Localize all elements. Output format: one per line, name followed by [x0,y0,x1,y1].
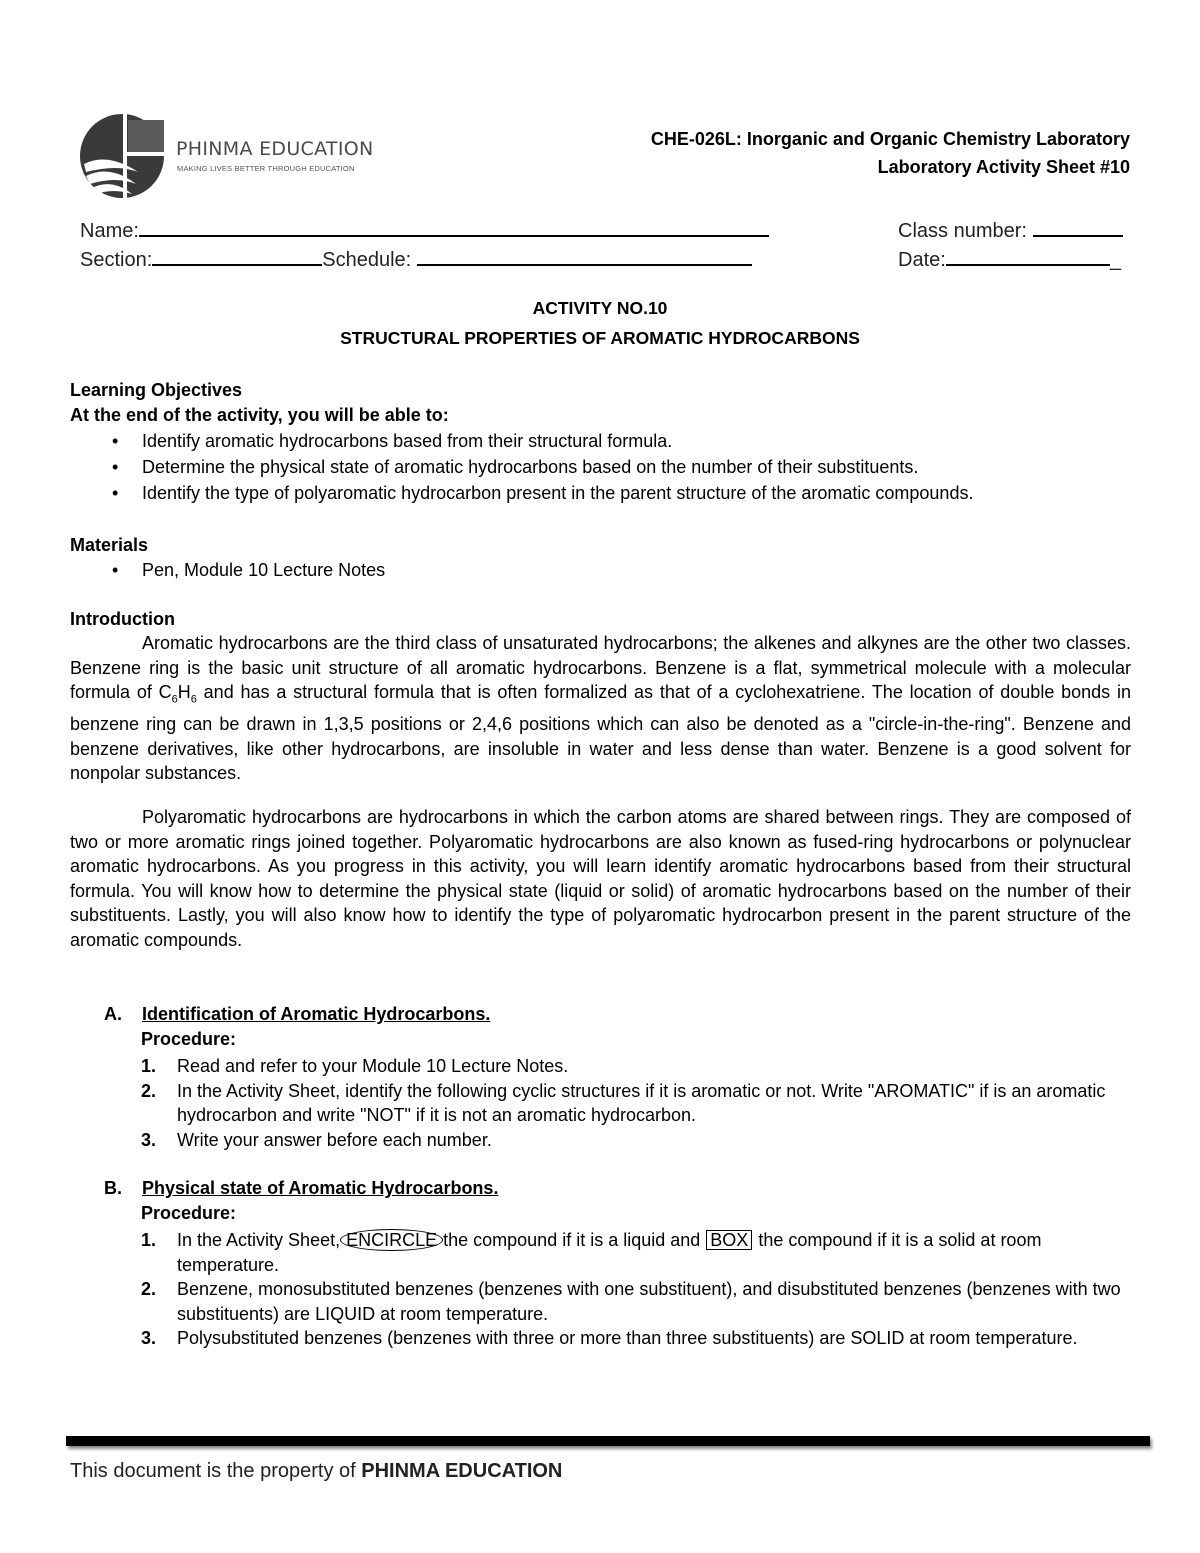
step-number: 3. [141,1129,157,1150]
objective-item: • Identify aromatic hydrocarbons based from their structural formula. [110,428,973,454]
phinma-logo [78,112,378,202]
section-a-procedure-label: Procedure: [141,1029,237,1049]
intro-p1-part-a: Aromatic hydrocarbons are the third class of unsaturated hydrocarbons; the alkenes and alkynes are the other two classes. Benzene ring is the basic unit structure of all aromatic hydrocarbons. Benzene is a flat, symmetrical molecule with a molecular formula of C [70,633,1131,702]
step-number: 2. [141,1279,157,1299]
section-b-letter: B. [104,1178,122,1198]
step-text: the compound if it is a solid at room temperature. [177,1230,1042,1275]
objective-item: • Determine the physical state of aromatic hydrocarbons based on the number of their substituents. [110,454,973,480]
procedure-step [141,1054,1131,1079]
section-b-procedure-label: Procedure: [141,1203,237,1223]
materials-list [110,557,385,583]
footer-ownership [70,1460,562,1483]
date-field[interactable] [898,248,1121,272]
procedure-step [141,1228,1131,1277]
objectives-heading: Learning Objectives [70,380,243,400]
section-b-title: Physical state of Aromatic Hydrocarbons. [142,1178,499,1198]
class-number-label: Class number: [898,220,1027,242]
sheet-title: Laboratory Activity Sheet #10 [877,157,1130,177]
schedule-label: Schedule: [322,249,412,271]
formula-subscript: 6 [171,693,178,706]
class-number-blank[interactable] [1033,219,1123,237]
footer-divider [66,1436,1150,1446]
step-text: In the Activity Sheet, [177,1230,341,1250]
footer-text: This document is the property of [70,1460,356,1482]
name-blank[interactable] [139,219,769,237]
logo-wordmark: PHINMA EDUCATION [176,138,374,160]
objective-item: • Identify the type of polyaromatic hydrocarbon present in the parent structure of the aromatic compounds. [110,480,973,506]
section-a-steps [141,1054,1131,1152]
step-text: Read and refer to your Module 10 Lecture Notes. [177,1056,569,1076]
materials-heading: Materials [70,535,149,555]
name-label: Name: [80,220,139,242]
step-number: 1. [141,1056,157,1076]
introduction-paragraph-2 [70,805,1131,952]
step-text: In the Activity Sheet, identify the following cyclic structures if it is aromatic or not. Write "AROMATIC" if is an aromatic hydrocarbon and write "NOT" if it is not an aromatic hydrocarbon. [177,1080,1106,1125]
section-blank[interactable] [152,248,322,266]
step-number: 3. [141,1328,157,1348]
activity-number: ACTIVITY NO.10 [532,298,668,318]
section-label: Section: [80,249,153,271]
procedure-step [141,1326,1131,1351]
phinma-emblem-icon [78,112,174,202]
class-number-field[interactable] [898,219,1123,243]
logo-tagline: MAKING LIVES BETTER THROUGH EDUCATION [177,164,355,173]
activity-title: STRUCTURAL PROPERTIES OF AROMATIC HYDROCARBONS [340,328,860,348]
step-text: Benzene, monosubstituted benzenes (benzenes with one substituent), and disubstituted benzenes (benzenes with two substituents) are LIQUID at room temperature. [177,1279,1121,1324]
date-label: Date: [898,249,946,271]
introduction-paragraph-1 [70,631,1131,786]
section-a-title: Identification of Aromatic Hydrocarbons. [142,1004,491,1024]
section-a-heading [104,1004,490,1025]
footer-owner: PHINMA EDUCATION [361,1460,563,1482]
date-blank[interactable] [946,248,1110,266]
objectives-list [110,428,973,506]
step-text: the compound if it is a liquid and [443,1230,701,1250]
section-b-steps [141,1228,1131,1351]
step-text: Polysubstituted benzenes (benzenes with three or more than three substituents) are SOLID at room temperature. [177,1328,1078,1348]
section-a-letter: A. [104,1004,122,1024]
schedule-blank[interactable] [417,248,752,266]
section-b-heading [104,1178,498,1199]
formula-subscript: 6 [190,693,197,706]
section-schedule-row [80,248,752,272]
material-item: • Pen, Module 10 Lecture Notes [110,557,385,583]
step-text: Write your answer before each number. [177,1129,492,1150]
formula-h: H [177,682,191,702]
intro-p2-text: Polyaromatic hydrocarbons are hydrocarbons in which the carbon atoms are shared between rings. They are composed of two or more aromatic rings joined together. Polyaromatic hydrocarbons are also known as fused-ring hydrocarbons or polynuclear aromatic hydrocarbons. As you progress in this activity, you will learn identify aromatic hydrocarbons based from their structural formula. You will know how to determine the physical state (liquid or solid) of aromatic hydrocarbons based on the number of their substituents. Lastly, you will also know how to identify the type of polyaromatic hydrocarbon present in the parent structure of the aromatic compounds. [70,807,1131,950]
date-trailing: _ [1109,249,1121,271]
name-field[interactable] [80,219,769,243]
encircle-label: ENCIRCLE [340,1229,443,1251]
step-number: 1. [141,1230,157,1250]
step-number: 2. [141,1080,157,1101]
box-label: BOX [706,1230,752,1250]
intro-p1-part-b: and has a structural formula that is often formalized as that of a cyclohexatriene. The location of double bonds in benzene ring can be drawn in 1,3,5 positions or 2,4,6 positions which can also be denoted as a "circle-in-the-ring". Benzene and benzene derivatives, like other hydrocarbons, are insoluble in water and less dense than water. Benzene is a good solvent for nonpolar substances. [70,682,1131,784]
introduction-heading: Introduction [70,609,175,629]
course-title: CHE-026L: Inorganic and Organic Chemistry Laboratory [650,129,1130,149]
procedure-step [141,1128,1131,1153]
procedure-step [141,1277,1131,1326]
course-header [651,125,1130,181]
procedure-step [141,1079,1131,1128]
objectives-lead: At the end of the activity, you will be able to: [70,405,449,425]
